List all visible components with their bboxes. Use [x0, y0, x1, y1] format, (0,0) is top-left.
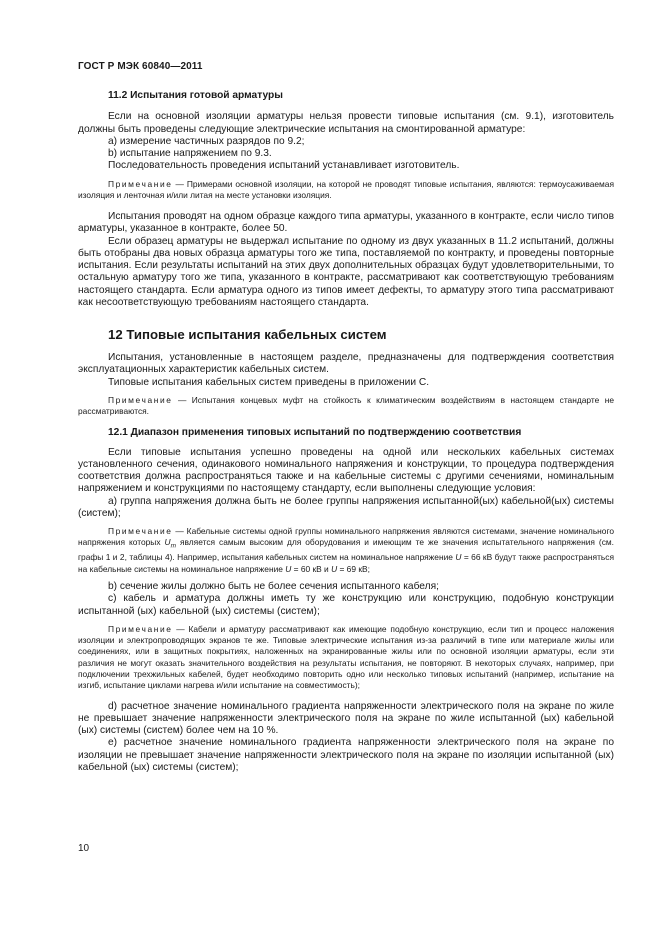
list-item: b) сечение жилы должно быть не более сечения испытанного кабеля;	[108, 581, 439, 593]
note-text: — Примерами основной изоляции, на которой не проводят типовые испытания, являются: термоусаживаемая изоляция и ленточная и/или литая на месте установки изоляция.	[78, 178, 614, 200]
paragraph: Если типовые испытания успешно проведены на одной или нескольких кабельных системах установленного сечения, одинакового номинального напряжения и конструкции, то процедура подтверждения соответствия должна распространяться также и на кабельные системы с другими сечениями, номинальным напряжением и конструкциями по настоящему стандарту, если выполнены следующие условия:	[78, 446, 614, 495]
paragraph: Если образец арматуры не выдержал испытание по одному из двух указанных в 11.2 испытаний, должны быть отобраны два новых образца арматуры того же типа, поставляемой по контракту, и проведены повторные испытания. Если результаты испытаний на этих двух дополнительных образцах будут удовлетворительными, то остальную арматуру того же типа, указанного в контракте, рассматривают как соответствующую требованиям настоящего стандарта. Если арматура одного из типов имеет дефекты, то арматуру этого типа рассматривают как несоответствующую требованиям настоящего стандарта.	[78, 235, 614, 308]
paragraph: Последовательность проведения испытаний устанавливает изготовитель.	[108, 160, 460, 172]
list-item: а) группа напряжения должна быть не более группы напряжения испытанной(ых) кабельной(ых) системы (систем);	[78, 495, 614, 519]
note-text: = 66 кВ будут также распространяться на кабельные системы на номинальное напряжение	[78, 552, 614, 574]
list-item: d) расчетное значение номинального градиента напряженности электрического поля на экране по жиле не превышает значение напряженности электрического поля на экране по жиле испытанной (ых) кабельной (ых) системы (систем) более чем на 10 %.	[78, 700, 614, 737]
list-item: e) расчетное значение номинального градиента напряженности электрического поля на экране по изоляции не превышает значение напряженности электрического поля на экране по изоляции испытанной (ых) кабельной (ых) системы (систем);	[78, 737, 614, 773]
note-text: — Кабельные системы одной группы номинального напряжения являются системами, значение номинального напряжения которых	[78, 526, 614, 548]
document-body	[78, 88, 614, 774]
note-text: = 69 кВ;	[337, 563, 370, 574]
paragraph: Испытания, установленные в настоящем разделе, предназначены для подтверждения соответствия эксплуатационных характеристик кабельных систем.	[78, 352, 614, 376]
note-text: является самым высоким для оборудования и имеющим те же значения испытательного напряжения (см. графы 1 и 2, таблицы 4). Например, испытания кабельных систем на номинальное напряжение	[78, 537, 614, 563]
paragraph: Типовые испытания кабельных систем приведены в приложении С.	[108, 376, 430, 388]
list-item: a) измерение частичных разрядов по 9.2;	[108, 135, 305, 147]
note-label: Примечание	[108, 623, 173, 634]
note-symbol: U	[331, 563, 338, 574]
note	[78, 624, 614, 692]
note-symbol: U	[455, 552, 462, 563]
section-11-2-heading: 11.2 Испытания готовой арматуры	[108, 90, 283, 101]
note	[78, 526, 614, 575]
note-label: Примечание	[108, 526, 173, 537]
note	[78, 179, 614, 202]
list-item: b) испытание напряжением по 9.3.	[108, 148, 272, 159]
note	[78, 395, 614, 418]
note-symbol: U	[164, 537, 171, 548]
paragraph: Если на основной изоляции арматуры нельзя провести типовые испытания (см. 9.1), изготовитель должны быть проведены следующие электрические испытания на смонтированной арматуре:	[78, 111, 614, 135]
list-item: c) кабель и арматура должны иметь ту же конструкцию или конструкцию, подобную конструкции испытанной (ых) кабельной (ых) системы (систем);	[78, 593, 614, 617]
document-header: ГОСТ Р МЭК 60840—2011	[78, 61, 203, 72]
page-number: 10	[78, 843, 90, 854]
note-label: Примечание	[108, 394, 173, 405]
note-symbol-subscript: m	[170, 543, 176, 551]
note-label: Примечание	[108, 178, 173, 189]
note-text: — Кабели и арматуру рассматривают как имеющие подобную конструкцию, если тип и процесс наложения изоляции и электропроводящих экранов те же. Типовые электрические испытания из-за различий в типе или материале жилы или соединениях, или в защитных покрытиях, наложенных на экранированные жилы или по основной изоляции арматуры, если эти различия не могут оказать значительного воздействия на результаты испытания, не повторяют. В некоторых случаях, например, при подключении трехжильных кабелей, будет необходимо повторить одно или несколько типовых испытаний (например, испытание на изгиб, испытание циклами нагрева и/или испытание на совместимость);	[78, 623, 614, 691]
note-text: — Испытания концевых муфт на стойкость к климатическим воздействиям в настоящем стандарте не рассматриваются.	[78, 394, 614, 417]
paragraph: Испытания проводят на одном образце каждого типа арматуры, указанного в контракте, если число типов арматуры, указанное в контракте, более 50.	[78, 211, 614, 235]
note-symbol: U	[285, 563, 292, 574]
note-text: = 60 кВ и	[291, 563, 332, 574]
section-12-1-heading: 12.1 Диапазон применения типовых испытаний по подтверждению соответствия	[108, 427, 522, 439]
section-12-heading: 12 Типовые испытания кабельных систем	[108, 327, 387, 343]
